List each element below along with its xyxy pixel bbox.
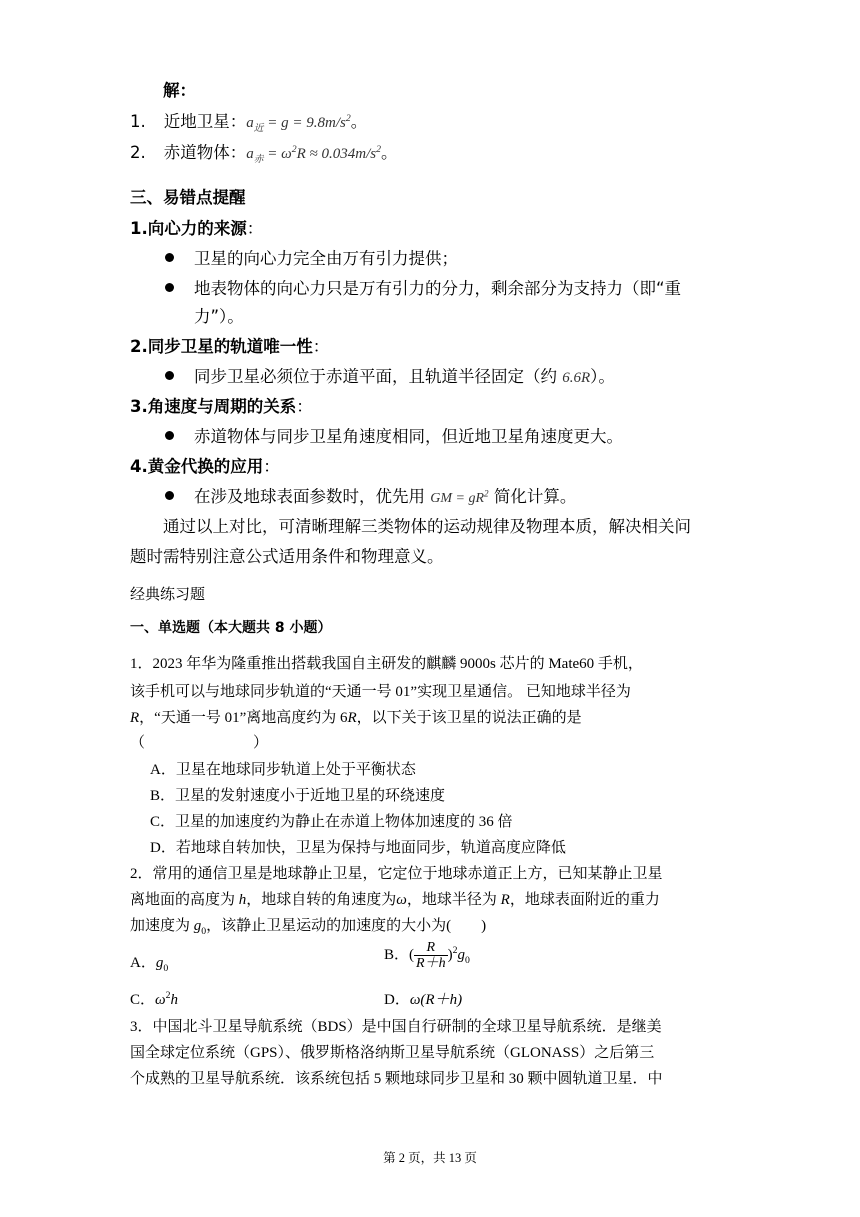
- point-4-bullet-1: 在涉及地球表面参数时，优先用 GM = $gR^2$ 简化计算。: [165, 483, 576, 507]
- bullet-icon: [165, 283, 174, 292]
- point-2-bullet-1: 同步卫星必须位于赤道平面，且轨道半径固定（约 6.6R）。: [165, 363, 615, 387]
- q2-option-d[interactable]: D．ω(R＋h): [384, 992, 463, 1008]
- q2-line-1: 2．常用的通信卫星是地球静止卫星，它定位于地球赤道正上方，已知某静止卫星: [130, 866, 663, 882]
- point-3-bullet-1: 赤道物体与同步卫星角速度相同，但近地卫星角速度更大。: [165, 423, 623, 447]
- summary-line-2: 题时需特别注意公式适用条件和物理意义。: [130, 547, 444, 566]
- q2-option-b[interactable]: B．( $\frac{R}{R+h}$ )$^2g_0$: [384, 940, 470, 971]
- solution-label: 解：: [163, 81, 196, 100]
- solution-item-2: 2. 赤道物体：$a_赤 = \omega^2R \approx 0.034m/s^2$。: [130, 143, 398, 165]
- bullet-icon: [165, 371, 174, 380]
- bullet-icon: [165, 491, 174, 500]
- q1-line-2: 该手机可以与地球同步轨道的“天通一号 01”实现卫星通信。 已知地球半径为: [130, 684, 631, 700]
- point-1-heading: 1.向心力的来源：: [130, 219, 264, 238]
- section-3-title: 三、易错点提醒: [130, 188, 246, 207]
- point-3-heading: 3.角速度与周期的关系：: [130, 397, 313, 416]
- formula-near-satellite: $a_近 = g = 9.8m/s^2$: [246, 113, 351, 134]
- q1-option-d[interactable]: D．若地球自转加快，卫星为保持与地面同步，轨道高度应降低: [150, 840, 566, 856]
- q2-line-2: 离地面的高度为 h，地球自转的角速度为ω，地球半径为 R，地球表面附近的重力: [130, 892, 660, 908]
- point-1-bullet-2-cont: 力”）。: [194, 307, 244, 326]
- point-1-bullet-2: 地表物体的向心力只是万有引力的分力，剩余部分为支持力（即“重: [165, 275, 681, 299]
- bullet-icon: [165, 253, 174, 262]
- fraction: $\frac{R}{R+h}$: [416, 940, 446, 971]
- q1-line-3: R，“天通一号 01”离地高度约为 6R，以下关于该卫星的说法正确的是: [130, 710, 582, 726]
- exercises-title: 经典练习题: [130, 585, 206, 603]
- bullet-icon: [165, 431, 174, 440]
- q3-line-1: 3．中国北斗卫星导航系统（BDS）是中国自行研制的全球卫星导航系统．是继美: [130, 1019, 662, 1035]
- point-2-heading: 2.同步卫星的轨道唯一性：: [130, 337, 330, 356]
- q1-line-1: 1．2023 年华为隆重推出搭载我国自主研发的麒麟 9000s 芯片的 Mate60 手机，: [130, 656, 643, 672]
- solution-item-1: 1. 近地卫星：$a_近 = g = 9.8m/s^2$。: [130, 112, 368, 134]
- q1-answer-bracket: （ ）: [130, 735, 269, 751]
- q3-line-3: 个成熟的卫星导航系统．该系统包括 5 颗地球同步卫星和 30 颗中圆轨道卫星．中: [130, 1071, 663, 1087]
- q1-option-c[interactable]: C．卫星的加速度约为静止在赤道上物体加速度的 36 倍: [150, 814, 513, 830]
- q3-line-2: 国全球定位系统（GPS）、俄罗斯格洛纳斯卫星导航系统（GLONASS）之后第三: [130, 1045, 655, 1061]
- q2-option-a[interactable]: A．$g_0$: [130, 955, 169, 974]
- q1-option-b[interactable]: B．卫星的发射速度小于近地卫星的环绕速度: [150, 788, 446, 804]
- q1-option-a[interactable]: A．卫星在地球同步轨道上处于平衡状态: [150, 762, 416, 778]
- q2-line-3: 加速度为 $g_0$，该静止卫星运动的加速度的大小为( ): [130, 918, 487, 937]
- page-footer: 第 2 页，共 13 页: [383, 1151, 477, 1165]
- q2-option-c[interactable]: C．$\omega^2h$: [130, 990, 178, 1008]
- point-4-heading: 4.黄金代换的应用：: [130, 457, 280, 476]
- single-choice-section-title: 一、单选题（本大题共 8 小题）: [130, 620, 332, 636]
- formula-equator-object: $a_赤 = \omega^2R \approx 0.034m/s^2$: [246, 144, 381, 165]
- summary-line-1: 通过以上对比，可清晰理解三类物体的运动规律及物理本质，解决相关问: [163, 517, 691, 536]
- point-1-bullet-1: 卫星的向心力完全由万有引力提供；: [165, 245, 458, 269]
